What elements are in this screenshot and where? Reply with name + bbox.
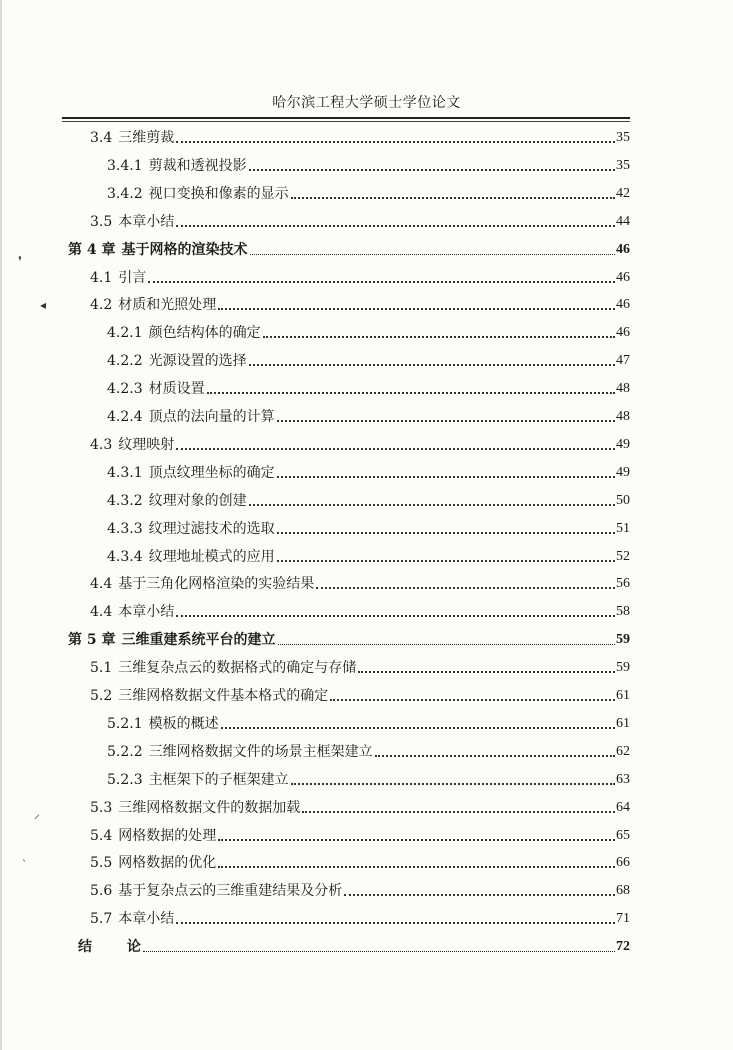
- toc-entry[interactable]: [107, 770, 630, 790]
- toc-entry-title: 本章小结: [118, 213, 175, 230]
- toc-entry-number: 4.2.4: [107, 409, 143, 425]
- toc-dot-leader: [250, 254, 616, 255]
- running-header: 哈尔滨工程大学硕士学位论文: [272, 95, 461, 111]
- toc-dot-leader: [218, 866, 615, 868]
- toc-entry[interactable]: [90, 128, 630, 148]
- toc-entry-title: 顶点纹理坐标的确定: [148, 464, 275, 481]
- toc-dot-leader: [148, 281, 615, 283]
- toc-page-number: 47: [616, 353, 630, 369]
- header-rule: [62, 117, 630, 119]
- toc-entry-title: 模板的概述: [148, 715, 219, 732]
- toc-dot-leader: [263, 336, 615, 338]
- toc-dot-leader: [291, 197, 615, 199]
- toc-entry-number: 第 5 章: [68, 632, 116, 649]
- toc-entry-title: 三维剪裁: [118, 130, 175, 146]
- toc-entry[interactable]: [90, 658, 630, 678]
- toc-entry-title: 网格数据的处理: [118, 827, 217, 844]
- toc-entry[interactable]: [90, 574, 630, 594]
- toc-dot-leader: [176, 141, 615, 143]
- toc-entry-number: 5.4: [90, 827, 113, 844]
- toc-dot-leader: [278, 644, 616, 645]
- toc-page-number: 48: [616, 381, 630, 397]
- toc-page-number: 72: [616, 939, 630, 955]
- toc-entry-number: 4.2.2: [107, 353, 143, 370]
- toc-dot-leader: [249, 504, 615, 506]
- toc-page-number: 44: [616, 213, 630, 229]
- toc-dot-leader: [176, 615, 615, 617]
- toc-dot-leader: [277, 420, 615, 422]
- toc-entry-title: 顶点的法向量的计算: [148, 409, 275, 425]
- toc-dot-leader: [218, 839, 615, 841]
- toc-entry[interactable]: [90, 295, 630, 315]
- toc-page-number: 68: [616, 883, 630, 899]
- toc-entry-title: 三维复杂点云的数据格式的确定与存储: [118, 660, 357, 677]
- toc-entry[interactable]: [90, 602, 630, 622]
- toc-entry-number: 5.3: [90, 799, 113, 816]
- toc-entry-number: 4.2.3: [107, 381, 143, 398]
- toc-entry-number: 4.3.1: [107, 464, 143, 481]
- toc-dot-leader: [176, 448, 615, 450]
- toc-dot-leader: [143, 951, 615, 952]
- toc-entry-title: 本章小结: [118, 604, 175, 621]
- toc-page-number: 46: [616, 297, 630, 313]
- toc-dot-leader: [344, 894, 615, 896]
- toc-page-number: 63: [616, 771, 630, 787]
- toc-page-number: 42: [616, 185, 630, 201]
- toc-entry-title: 网格数据的优化: [118, 855, 217, 872]
- toc-dot-leader: [302, 811, 615, 813]
- toc-dot-leader: [207, 392, 615, 394]
- toc-dot-leader: [249, 169, 615, 171]
- toc-page-number: 56: [616, 576, 630, 592]
- toc-entry-number: 4.3.4: [107, 548, 143, 565]
- scan-speck: ❜: [18, 254, 22, 268]
- toc-entry[interactable]: [107, 184, 630, 204]
- toc-entry-title: 三维重建系统平台的建立: [121, 632, 276, 649]
- toc-entry[interactable]: [90, 435, 630, 455]
- toc-entry-title: 纹理映射: [118, 436, 175, 453]
- toc-page-number: 59: [616, 632, 630, 648]
- toc-dot-leader: [316, 587, 615, 589]
- toc-entry-number: 5.7: [90, 911, 113, 928]
- scan-speck: ◂: [40, 298, 47, 312]
- toc-page-number: 49: [616, 436, 630, 452]
- toc-entry-number: 结 论: [78, 939, 141, 956]
- toc-dot-leader: [277, 476, 615, 478]
- toc-entry[interactable]: [107, 351, 630, 371]
- toc-dot-leader: [358, 671, 615, 673]
- toc-dot-leader: [249, 364, 615, 366]
- toc-dot-leader: [221, 727, 615, 729]
- toc-entry-number: 4.3.2: [107, 492, 143, 509]
- toc-entry[interactable]: [90, 212, 630, 232]
- toc-page-number: 58: [616, 604, 630, 620]
- toc-entry-number: 4.3: [90, 436, 113, 453]
- toc-entry-title: 引言: [118, 269, 147, 286]
- toc-page-number: 61: [616, 688, 630, 703]
- toc-dot-leader: [176, 225, 615, 227]
- scan-speck: ⸝: [34, 807, 41, 821]
- toc-entry-title: 光源设置的选择: [148, 353, 247, 370]
- toc-page-number: 46: [616, 241, 630, 257]
- toc-chapter-entry[interactable]: [68, 240, 630, 260]
- toc-entry-title: 本章小结: [118, 911, 175, 928]
- toc-entry[interactable]: [107, 323, 630, 343]
- toc-entry-number: 5.1: [90, 660, 113, 677]
- toc-entry-number: 3.4.2: [107, 185, 143, 202]
- toc-entry-title: 纹理对象的创建: [148, 492, 247, 509]
- toc-page-number: 61: [616, 715, 630, 731]
- toc-entry-number: 4.1: [90, 269, 113, 286]
- toc-dot-leader: [291, 783, 615, 785]
- toc-page-number: 49: [616, 464, 630, 480]
- toc-page-number: 65: [616, 827, 630, 843]
- toc-entry[interactable]: [90, 881, 630, 901]
- toc-chapter-entry[interactable]: [78, 937, 630, 957]
- toc-entry-number: 5.2.1: [107, 715, 143, 732]
- toc-entry-title: 三维网格数据文件的场景主框架建立: [148, 743, 373, 760]
- toc-dot-leader: [277, 560, 615, 562]
- toc-entry-title: 三维网格数据文件基本格式的确定: [118, 688, 329, 704]
- toc-entry-number: 4.3.3: [107, 520, 143, 537]
- toc-entry[interactable]: [107, 156, 630, 176]
- toc-entry-number: 5.5: [90, 855, 113, 872]
- toc-page-number: 46: [616, 269, 630, 285]
- toc-entry-number: 3.4: [90, 130, 113, 146]
- toc-page-number: 71: [616, 911, 630, 927]
- toc-entry-number: 4.4: [90, 604, 113, 621]
- toc-entry[interactable]: [107, 463, 630, 483]
- toc-entry-number: 4.2.1: [107, 325, 143, 342]
- toc-entry[interactable]: [90, 826, 630, 846]
- toc-entry[interactable]: [90, 268, 630, 288]
- toc-entry-number: 3.5: [90, 213, 113, 230]
- toc-dot-leader: [375, 755, 615, 757]
- toc-entry-number: 5.6: [90, 883, 113, 900]
- toc-entry-number: 5.2: [90, 688, 113, 704]
- toc-page-number: 48: [616, 409, 630, 424]
- toc-entry-number: 4.4: [90, 576, 113, 593]
- toc-entry[interactable]: [107, 519, 630, 539]
- toc-page-number: 64: [616, 799, 630, 815]
- toc-dot-leader: [330, 699, 615, 701]
- toc-entry-title: 材质设置: [148, 381, 205, 398]
- scan-speck: ˴: [22, 852, 26, 866]
- toc-page-number: 35: [616, 157, 630, 173]
- toc-entry-title: 三维网格数据文件的数据加载: [118, 799, 301, 816]
- toc-entry-number: 5.2.2: [107, 743, 143, 760]
- toc-entry-title: 基于网格的渲染技术: [121, 241, 248, 258]
- toc-entry[interactable]: [90, 686, 630, 706]
- toc-entry-number: 5.2.3: [107, 771, 143, 788]
- toc-page-number: 59: [616, 660, 630, 676]
- toc-entry[interactable]: [107, 714, 630, 734]
- toc-page-number: 35: [616, 130, 630, 145]
- toc-page-number: 46: [616, 325, 630, 341]
- toc-dot-leader: [176, 922, 615, 924]
- toc-entry[interactable]: [107, 547, 630, 567]
- toc-entry[interactable]: [90, 853, 630, 873]
- toc-entry-title: 剪裁和透视投影: [148, 157, 247, 174]
- toc-page-number: 62: [616, 743, 630, 759]
- toc-entry-title: 主框架下的子框架建立: [148, 771, 289, 788]
- toc-chapter-entry[interactable]: [68, 630, 630, 650]
- toc-entry[interactable]: [107, 407, 630, 427]
- toc-entry[interactable]: [107, 491, 630, 511]
- toc-entry-title: 材质和光照处理: [118, 297, 217, 314]
- scan-edge: [0, 0, 2, 1050]
- toc-page-number: 66: [616, 855, 630, 871]
- toc-page-number: 52: [616, 548, 630, 564]
- toc-entry-title: 视口变换和像素的显示: [148, 185, 289, 202]
- toc-page-number: 51: [616, 520, 630, 536]
- toc-dot-leader: [218, 308, 615, 310]
- toc-entry-title: 基于三角化网格渲染的实验结果: [118, 576, 315, 593]
- toc-entry[interactable]: [90, 909, 630, 929]
- toc-entry-number: 第 4 章: [68, 241, 116, 258]
- toc-entry-title: 纹理过滤技术的选取: [148, 520, 275, 537]
- toc-entry-title: 纹理地址模式的应用: [148, 548, 275, 565]
- toc-entry-title: 颜色结构体的确定: [148, 325, 261, 342]
- toc-entry[interactable]: [107, 742, 630, 762]
- toc-entry-number: 4.2: [90, 297, 113, 314]
- header-rule-thin: [62, 121, 630, 122]
- toc-page-number: 50: [616, 492, 630, 508]
- toc-entry-number: 3.4.1: [107, 157, 143, 174]
- toc-entry[interactable]: [90, 798, 630, 818]
- toc-entry-title: 基于复杂点云的三维重建结果及分析: [118, 883, 343, 900]
- toc-entry[interactable]: [107, 379, 630, 399]
- toc-dot-leader: [277, 532, 615, 534]
